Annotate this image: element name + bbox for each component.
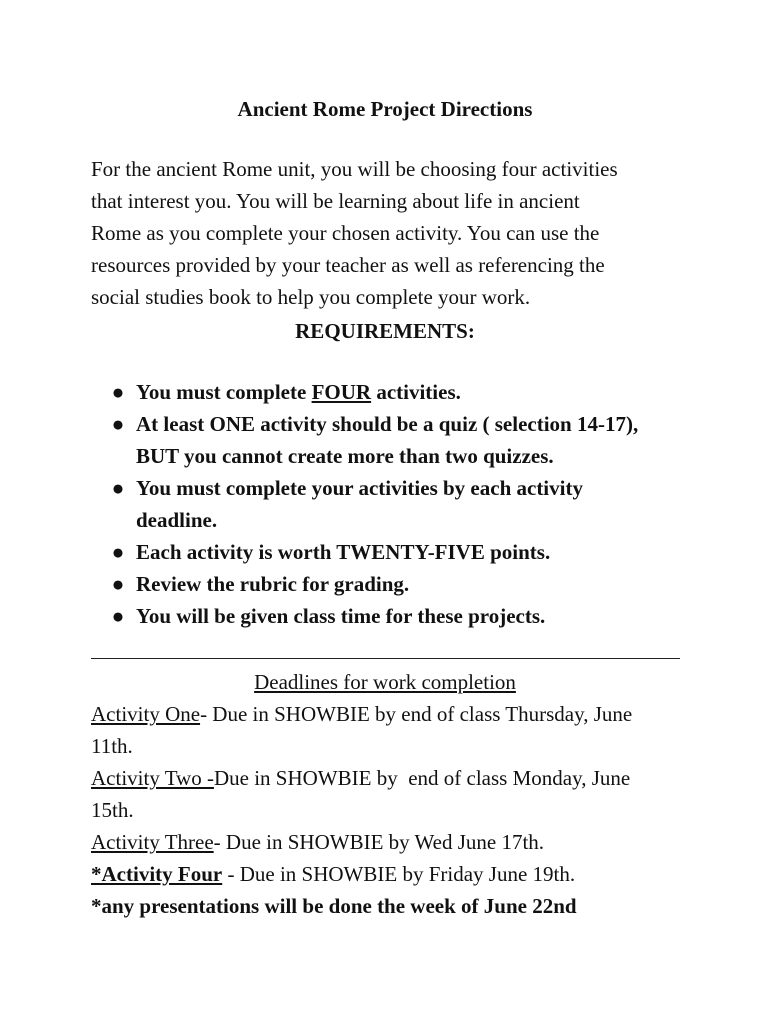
bullet-icon: ● [111,412,125,436]
activity-deadline-text: - Due in SHOWBIE by Wed June 17th. [213,830,545,854]
requirements-heading: REQUIREMENTS: [295,319,475,343]
requirement-text: deadline. [136,508,218,532]
section-divider [91,658,680,659]
bullet-icon: ● [111,572,125,596]
requirement-item [0,376,770,408]
bullet-icon: ● [111,476,125,500]
deadline-activity-four [91,858,632,890]
intro-line: that interest you. You will be learning about life in ancient [91,189,580,213]
deadline-activity-three [91,826,632,858]
requirement-text-part: You must complete [136,380,312,404]
requirement-emphasis: FOUR [311,380,372,404]
activity-label: Activity One [91,702,201,726]
activity-label: *Activity Four [91,862,223,886]
presentation-note: *any presentations will be done the week of June 22nd [91,894,577,918]
deadline-continuation: 11th. [91,734,133,758]
requirement-text: You will be given class time for these projects. [136,604,546,628]
activity-label: Activity Three [91,830,214,854]
intro-line: For the ancient Rome unit, you will be choosing four activities [91,157,618,181]
activity-deadline-text: - Due in SHOWBIE by Friday June 19th. [222,862,576,886]
requirement-text: Review the rubric for grading. [136,572,410,596]
deadline-continuation: 15th. [91,798,134,822]
requirement-text [136,376,770,408]
bullet-icon: ● [111,604,125,628]
requirement-item [0,568,770,600]
activity-deadline-text: - Due in SHOWBIE by end of class Thursday, June [200,702,633,726]
requirement-text: You must complete your activities by each activity [136,476,583,500]
requirement-item [0,536,770,568]
deadlines-heading: Deadlines for work completion [254,670,516,694]
activity-deadline-text: Due in SHOWBIE by end of class Monday, June [213,766,631,790]
requirement-item [0,600,770,632]
requirement-text: At least ONE activity should be a quiz ( selection 14-17), [136,412,639,436]
requirements-list [0,376,770,632]
deadline-activity-two [91,762,632,794]
intro-line: resources provided by your teacher as well as referencing the [91,253,605,277]
deadline-activity-one [91,698,632,730]
intro-line: Rome as you complete your chosen activity. You can use the [91,221,600,245]
activity-label: Activity Two - [91,766,214,790]
requirement-text: Each activity is worth TWENTY-FIVE points. [136,540,551,564]
requirement-item [0,408,770,472]
requirement-text-part: activities. [371,380,461,404]
intro-paragraph [91,153,618,313]
requirement-text: BUT you cannot create more than two quizzes. [136,444,554,468]
requirement-item [0,472,770,536]
bullet-icon: ● [111,540,125,564]
intro-line: social studies book to help you complete your work. [91,285,531,309]
deadlines-section [91,698,632,922]
bullet-icon: ● [111,380,125,404]
document-title: Ancient Rome Project Directions [237,97,533,121]
